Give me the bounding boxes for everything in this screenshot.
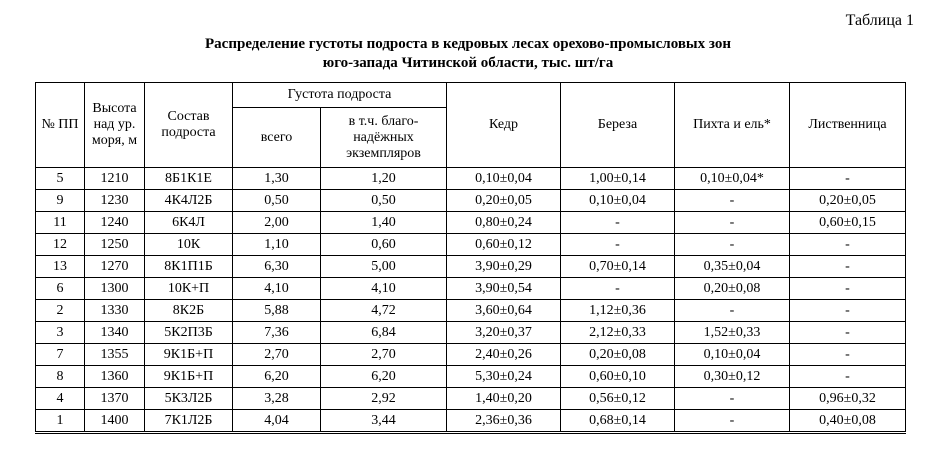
- table-row: [36, 388, 906, 410]
- cell-cedar: 3,60±0,64: [447, 300, 561, 322]
- density-table: [35, 82, 906, 434]
- cell-cedar: 0,60±0,12: [447, 234, 561, 256]
- cell-composition: 9К1Б+П: [145, 366, 233, 388]
- cell-cedar: 0,20±0,05: [447, 190, 561, 212]
- header-larch: Лиственница: [790, 83, 906, 168]
- cell-altitude: 1210: [85, 168, 145, 190]
- cell-reliable-density: 1,20: [321, 168, 447, 190]
- cell-reliable-density: 1,40: [321, 212, 447, 234]
- cell-cedar: 1,40±0,20: [447, 388, 561, 410]
- cell-total-density: 4,04: [233, 410, 321, 433]
- cell-pp-number: 13: [36, 256, 85, 278]
- cell-composition: 7К1Л2Б: [145, 410, 233, 433]
- cell-composition: 4К4Л2Б: [145, 190, 233, 212]
- cell-pp-number: 5: [36, 168, 85, 190]
- cell-birch: 2,12±0,33: [561, 322, 675, 344]
- cell-birch: 0,60±0,10: [561, 366, 675, 388]
- table-row: [36, 366, 906, 388]
- cell-birch: -: [561, 212, 675, 234]
- cell-total-density: 6,20: [233, 366, 321, 388]
- cell-larch: -: [790, 234, 906, 256]
- cell-composition: 6К4Л: [145, 212, 233, 234]
- cell-pp-number: 11: [36, 212, 85, 234]
- header-cedar: Кедр: [447, 83, 561, 168]
- header-density-group: Густота подроста: [233, 83, 447, 108]
- cell-larch: -: [790, 256, 906, 278]
- cell-pp-number: 4: [36, 388, 85, 410]
- table-number: Таблица 1: [845, 12, 914, 29]
- cell-pp-number: 2: [36, 300, 85, 322]
- cell-larch: 0,96±0,32: [790, 388, 906, 410]
- cell-larch: -: [790, 322, 906, 344]
- cell-cedar: 2,36±0,36: [447, 410, 561, 433]
- table-body: [36, 168, 906, 433]
- cell-reliable-density: 4,10: [321, 278, 447, 300]
- cell-pp-number: 7: [36, 344, 85, 366]
- cell-fir-spruce: 0,35±0,04: [675, 256, 790, 278]
- cell-altitude: 1240: [85, 212, 145, 234]
- cell-fir-spruce: -: [675, 190, 790, 212]
- header-pp: № ПП: [36, 83, 85, 168]
- cell-fir-spruce: -: [675, 410, 790, 433]
- cell-reliable-density: 2,92: [321, 388, 447, 410]
- table-row: [36, 322, 906, 344]
- cell-larch: -: [790, 366, 906, 388]
- table-row: [36, 212, 906, 234]
- cell-reliable-density: 2,70: [321, 344, 447, 366]
- cell-larch: 0,60±0,15: [790, 212, 906, 234]
- cell-composition: 9К1Б+П: [145, 344, 233, 366]
- cell-fir-spruce: 0,10±0,04: [675, 344, 790, 366]
- table-row: [36, 256, 906, 278]
- cell-composition: 5К3Л2Б: [145, 388, 233, 410]
- header-composition: Состав подроста: [145, 83, 233, 168]
- cell-total-density: 7,36: [233, 322, 321, 344]
- cell-altitude: 1355: [85, 344, 145, 366]
- cell-total-density: 1,10: [233, 234, 321, 256]
- cell-birch: -: [561, 234, 675, 256]
- cell-fir-spruce: -: [675, 234, 790, 256]
- cell-reliable-density: 0,50: [321, 190, 447, 212]
- cell-larch: -: [790, 168, 906, 190]
- cell-reliable-density: 3,44: [321, 410, 447, 433]
- cell-cedar: 3,90±0,54: [447, 278, 561, 300]
- cell-birch: 1,12±0,36: [561, 300, 675, 322]
- table-row: [36, 344, 906, 366]
- cell-altitude: 1330: [85, 300, 145, 322]
- cell-cedar: 3,20±0,37: [447, 322, 561, 344]
- cell-fir-spruce: 0,10±0,04*: [675, 168, 790, 190]
- cell-fir-spruce: -: [675, 388, 790, 410]
- cell-cedar: 2,40±0,26: [447, 344, 561, 366]
- header-reliable: в т.ч. благо-надёжных экземпляров: [321, 108, 447, 168]
- cell-birch: 0,56±0,12: [561, 388, 675, 410]
- table-row: [36, 168, 906, 190]
- cell-birch: 0,10±0,04: [561, 190, 675, 212]
- cell-cedar: 0,80±0,24: [447, 212, 561, 234]
- table-caption-line-2: юго-запада Читинской области, тыс. шт/га: [322, 55, 614, 71]
- header-altitude: Высота над ур. моря, м: [85, 83, 145, 168]
- cell-total-density: 0,50: [233, 190, 321, 212]
- cell-altitude: 1270: [85, 256, 145, 278]
- cell-total-density: 3,28: [233, 388, 321, 410]
- header-total: всего: [233, 108, 321, 168]
- cell-reliable-density: 6,84: [321, 322, 447, 344]
- cell-birch: 0,20±0,08: [561, 344, 675, 366]
- cell-total-density: 6,30: [233, 256, 321, 278]
- cell-fir-spruce: 1,52±0,33: [675, 322, 790, 344]
- table-caption-line-1: Распределение густоты подроста в кедровых лесах орехово-промысловых зон: [205, 36, 731, 52]
- cell-altitude: 1360: [85, 366, 145, 388]
- cell-pp-number: 12: [36, 234, 85, 256]
- cell-fir-spruce: 0,20±0,08: [675, 278, 790, 300]
- cell-reliable-density: 4,72: [321, 300, 447, 322]
- cell-composition: 5К2П3Б: [145, 322, 233, 344]
- cell-larch: 0,40±0,08: [790, 410, 906, 433]
- cell-altitude: 1370: [85, 388, 145, 410]
- cell-larch: -: [790, 344, 906, 366]
- cell-birch: -: [561, 278, 675, 300]
- header-fir-spruce: Пихта и ель*: [675, 83, 790, 168]
- cell-total-density: 4,10: [233, 278, 321, 300]
- cell-birch: 0,70±0,14: [561, 256, 675, 278]
- cell-total-density: 5,88: [233, 300, 321, 322]
- cell-total-density: 2,00: [233, 212, 321, 234]
- cell-altitude: 1250: [85, 234, 145, 256]
- cell-fir-spruce: -: [675, 212, 790, 234]
- table-row: [36, 410, 906, 433]
- header-birch: Береза: [561, 83, 675, 168]
- cell-altitude: 1300: [85, 278, 145, 300]
- cell-birch: 0,68±0,14: [561, 410, 675, 433]
- cell-altitude: 1400: [85, 410, 145, 433]
- table-row: [36, 278, 906, 300]
- table-row: [36, 234, 906, 256]
- table-row: [36, 300, 906, 322]
- cell-total-density: 1,30: [233, 168, 321, 190]
- table-row: [36, 190, 906, 212]
- cell-altitude: 1230: [85, 190, 145, 212]
- cell-composition: 8К2Б: [145, 300, 233, 322]
- cell-composition: 10К: [145, 234, 233, 256]
- cell-fir-spruce: 0,30±0,12: [675, 366, 790, 388]
- cell-reliable-density: 0,60: [321, 234, 447, 256]
- cell-larch: 0,20±0,05: [790, 190, 906, 212]
- cell-reliable-density: 5,00: [321, 256, 447, 278]
- cell-pp-number: 6: [36, 278, 85, 300]
- cell-larch: -: [790, 300, 906, 322]
- cell-altitude: 1340: [85, 322, 145, 344]
- cell-composition: 8Б1К1Е: [145, 168, 233, 190]
- cell-larch: -: [790, 278, 906, 300]
- cell-reliable-density: 6,20: [321, 366, 447, 388]
- cell-cedar: 0,10±0,04: [447, 168, 561, 190]
- cell-pp-number: 3: [36, 322, 85, 344]
- cell-composition: 10К+П: [145, 278, 233, 300]
- cell-cedar: 5,30±0,24: [447, 366, 561, 388]
- cell-composition: 8К1П1Б: [145, 256, 233, 278]
- cell-pp-number: 8: [36, 366, 85, 388]
- cell-pp-number: 9: [36, 190, 85, 212]
- cell-fir-spruce: -: [675, 300, 790, 322]
- cell-total-density: 2,70: [233, 344, 321, 366]
- cell-pp-number: 1: [36, 410, 85, 433]
- cell-cedar: 3,90±0,29: [447, 256, 561, 278]
- cell-birch: 1,00±0,14: [561, 168, 675, 190]
